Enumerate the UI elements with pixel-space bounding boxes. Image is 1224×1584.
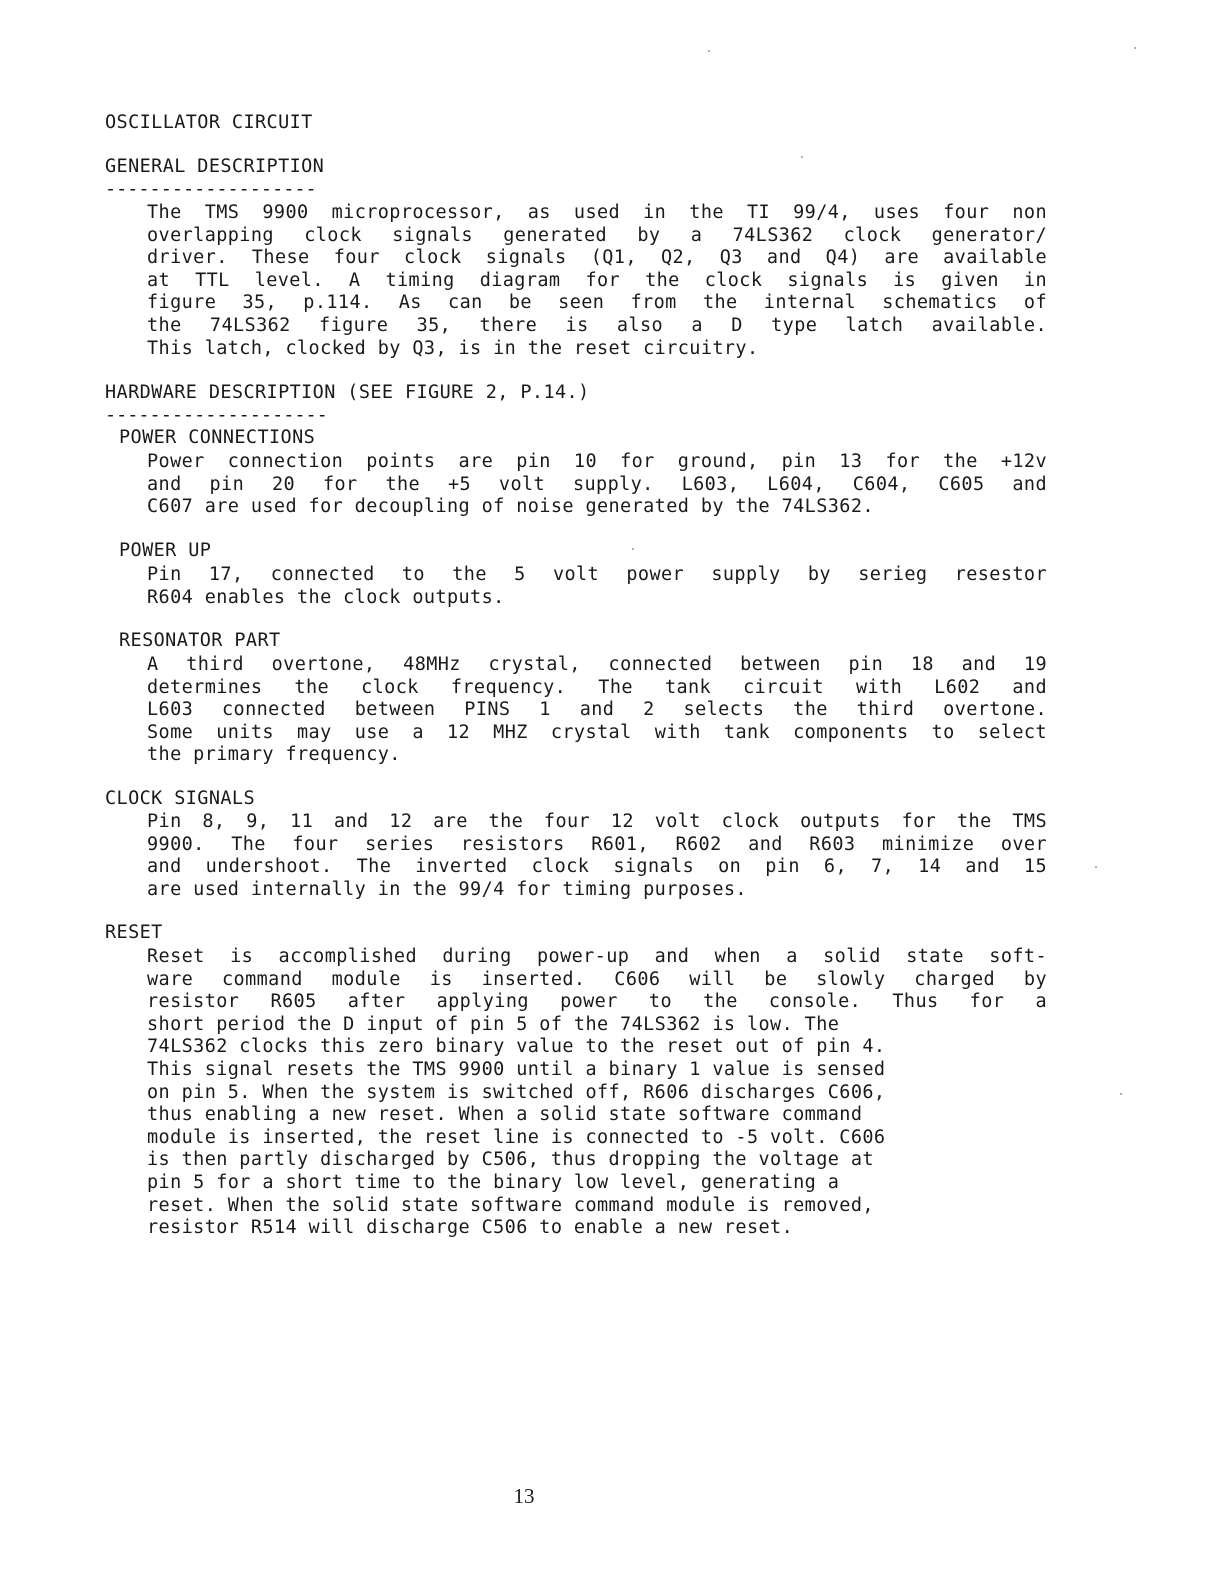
hardware-description-heading: [105, 382, 590, 427]
text-line: Some units may use a 12 MHZ crystal with tank components to select: [147, 721, 1047, 743]
general-description-heading: [105, 156, 324, 201]
text-line: and undershoot. The inverted clock signals on pin 6, 7, 14 and 15: [147, 856, 1047, 878]
text-line: determines the clock frequency. The tank circuit with L602 and: [147, 676, 1047, 698]
page-title: OSCILLATOR CIRCUIT: [105, 112, 313, 133]
general-heading-text: GENERAL DESCRIPTION: [105, 156, 325, 177]
text-line: C607 are used for decoupling of noise generated by the 74LS362.: [147, 496, 874, 518]
scan-speck: [801, 156, 803, 158]
text-line: is then partly discharged by C506, thus dropping the voltage at: [147, 1149, 874, 1171]
text-line: and pin 20 for the +5 volt supply. L603, L604, C604, C605 and: [147, 473, 1047, 495]
scan-speck: [1134, 47, 1136, 49]
text-line: Pin 17, connected to the 5 volt power supply by serieg resestor: [147, 564, 1047, 585]
resonator-part-heading: RESONATOR PART: [119, 630, 281, 651]
text-line: pin 5 for a short time to the binary low level, generating a: [147, 1171, 840, 1193]
text-line: are used internally in the 99/4 for timing purposes.: [147, 878, 747, 900]
text-line: driver. These four clock signals (Q1, Q2, Q3 and Q4) are available: [147, 247, 1047, 269]
hardware-heading-underline: --------------------: [105, 404, 328, 426]
page-number: 13: [513, 1484, 535, 1508]
text-line: overlapping clock signals generated by a 74LS362 clock generator/: [147, 224, 1047, 246]
text-line: R604 enables the clock outputs.: [147, 586, 505, 608]
text-line: at TTL level. A timing diagram for the clock signals is given in: [147, 269, 1047, 291]
text-line: short period the D input of pin 5 of the 74LS362 is low. The: [147, 1013, 840, 1035]
resonator-part-paragraph: [147, 654, 1047, 767]
scan-speck: [1095, 866, 1097, 868]
text-line: module is inserted, the reset line is connected to -5 volt. C606: [147, 1126, 886, 1148]
text-line: the 74LS362 figure 35, there is also a D type latch available.: [147, 314, 1047, 336]
text-line: resistor R605 after applying power to the console. Thus for a: [147, 991, 1047, 1013]
text-line: Pin 8, 9, 11 and 12 are the four 12 volt clock outputs for the TMS: [147, 811, 1047, 832]
power-up-heading: POWER UP: [119, 540, 212, 561]
text-line: the primary frequency.: [147, 744, 401, 766]
text-line: ware command module is inserted. C606 will be slowly charged by: [147, 968, 1047, 990]
text-line: This signal resets the TMS 9900 until a binary 1 value is sensed: [147, 1058, 886, 1080]
power-connections-heading: POWER CONNECTIONS: [119, 427, 316, 448]
scan-speck: [1120, 1093, 1122, 1095]
text-line: resistor R514 will discharge C506 to enable a new reset.: [147, 1217, 794, 1239]
text-line: L603 connected between PINS 1 and 2 selects the third overtone.: [147, 699, 1047, 721]
scan-speck: [632, 548, 634, 550]
power-up-paragraph: [147, 564, 1047, 609]
text-line: figure 35, p.114. As can be seen from the internal schematics of: [147, 292, 1047, 314]
reset-paragraph: [147, 946, 1047, 1240]
text-line: on pin 5. When the system is switched off, R606 discharges C606,: [147, 1081, 886, 1103]
text-line: 74LS362 clocks this zero binary value to the reset out of pin 4.: [147, 1036, 886, 1058]
reset-heading: RESET: [105, 922, 163, 943]
power-connections-paragraph: [147, 451, 1047, 519]
general-description-paragraph: [147, 202, 1047, 360]
hardware-heading-text: HARDWARE DESCRIPTION (SEE FIGURE 2, P.14.): [105, 382, 590, 403]
text-line: This latch, clocked by Q3, is in the reset circuitry.: [147, 337, 759, 359]
general-heading-underline: -------------------: [105, 178, 317, 200]
text-line: thus enabling a new reset. When a solid state software command: [147, 1104, 863, 1126]
text-line: 9900. The four series resistors R601, R602 and R603 minimize over: [147, 833, 1047, 855]
text-line: Power connection points are pin 10 for ground, pin 13 for the +12v: [147, 451, 1047, 472]
clock-signals-paragraph: [147, 811, 1047, 901]
text-line: reset. When the solid state software command module is removed,: [147, 1194, 874, 1216]
scan-speck: [708, 50, 710, 52]
clock-signals-heading: CLOCK SIGNALS: [105, 788, 255, 809]
text-line: A third overtone, 48MHz crystal, connected between pin 18 and 19: [147, 654, 1047, 675]
text-line: Reset is accomplished during power-up and when a solid state soft-: [147, 946, 1047, 967]
text-line: The TMS 9900 microprocessor, as used in the TI 99/4, uses four non: [147, 202, 1047, 223]
